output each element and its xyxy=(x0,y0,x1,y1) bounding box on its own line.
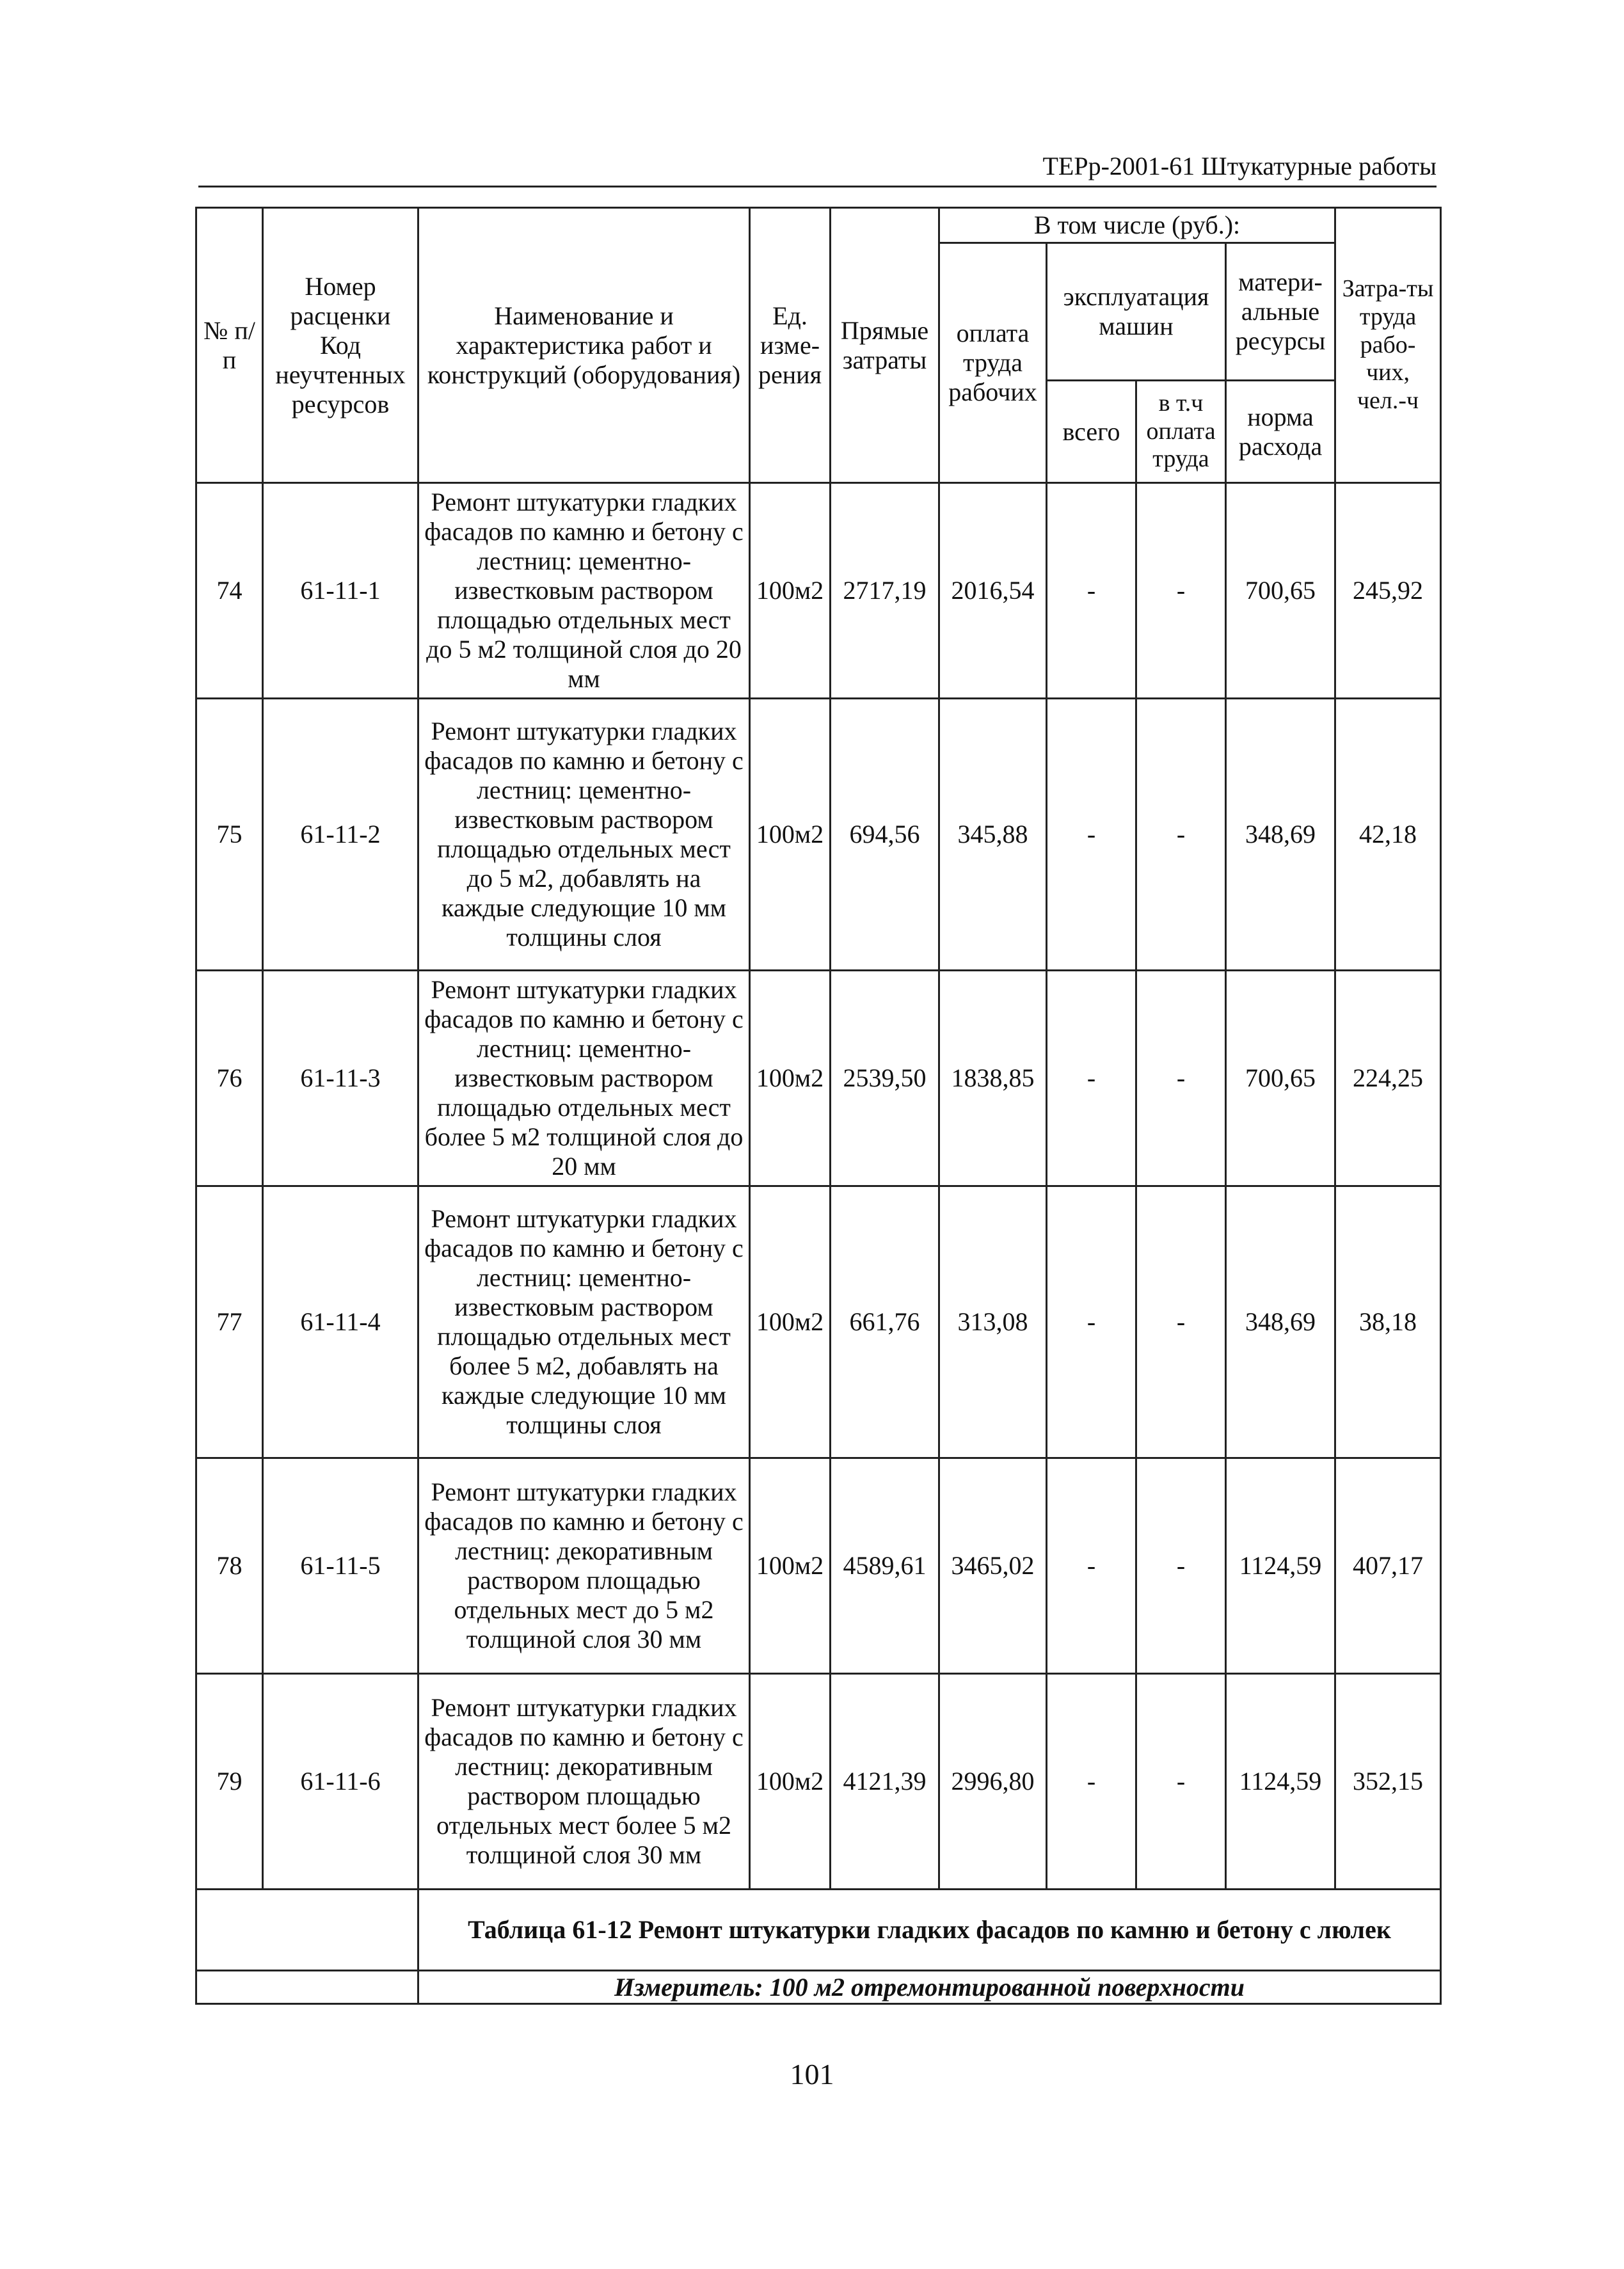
row-machines-labor: - xyxy=(1136,483,1226,699)
row-machines-total: - xyxy=(1047,699,1136,971)
row-materials: 700,65 xyxy=(1226,971,1335,1186)
row-labor-pay: 2016,54 xyxy=(939,483,1047,699)
section-title: Таблица 61-12 Ремонт штукатурки гладких фасадов по камню и бетону с люлек xyxy=(418,1890,1441,1971)
row-name: Ремонт штукатурки гладких фасадов по камню и бетону с лестниц: цементно-известковым раствором площадью отдельных мест до 5 м2 толщиной слоя до 20 мм xyxy=(418,483,750,699)
row-unit: 100м2 xyxy=(750,699,831,971)
row-direct: 694,56 xyxy=(831,699,939,971)
row-machines-labor: - xyxy=(1136,971,1226,1186)
header-name: Наименование и характеристика работ и конструкций (оборудования) xyxy=(418,208,750,483)
row-num: 76 xyxy=(196,971,263,1186)
row-code: 61-11-3 xyxy=(263,971,418,1186)
section-meter-blank xyxy=(196,1971,418,2004)
row-num: 79 xyxy=(196,1674,263,1890)
row-machines-total: - xyxy=(1047,1674,1136,1890)
row-unit: 100м2 xyxy=(750,483,831,699)
header-machines: эксплуатация машин xyxy=(1047,243,1226,381)
row-code: 61-11-5 xyxy=(263,1458,418,1674)
row-machines-labor: - xyxy=(1136,1186,1226,1458)
header-unit: Ед. изме-рения xyxy=(750,208,831,483)
row-direct: 4589,61 xyxy=(831,1458,939,1674)
row-num: 74 xyxy=(196,483,263,699)
header-code: Номер расценки Код неучтенных ресурсов xyxy=(263,208,418,483)
table-row xyxy=(196,1458,1441,1674)
row-materials: 1124,59 xyxy=(1226,1674,1335,1890)
row-unit: 100м2 xyxy=(750,1458,831,1674)
row-direct: 4121,39 xyxy=(831,1674,939,1890)
header-materials: матери-альные ресурсы xyxy=(1226,243,1335,381)
row-unit: 100м2 xyxy=(750,971,831,1186)
row-labor-pay: 345,88 xyxy=(939,699,1047,971)
table-row xyxy=(196,971,1441,1186)
row-machines-total: - xyxy=(1047,1186,1136,1458)
header-direct-costs: Прямые затраты xyxy=(831,208,939,483)
row-name: Ремонт штукатурки гладких фасадов по камню и бетону с лестниц: декоративным раствором площадью отдельных мест до 5 м2 толщиной слоя 30 мм xyxy=(418,1458,750,1674)
row-name: Ремонт штукатурки гладких фасадов по камню и бетону с лестниц: декоративным раствором площадью отдельных мест более 5 м2 толщиной слоя 30 мм xyxy=(418,1674,750,1890)
row-code: 61-11-6 xyxy=(263,1674,418,1890)
table-row xyxy=(196,1186,1441,1458)
row-labor-pay: 2996,80 xyxy=(939,1674,1047,1890)
row-labor-pay: 3465,02 xyxy=(939,1458,1047,1674)
table-row xyxy=(196,1674,1441,1890)
row-labor-pay: 1838,85 xyxy=(939,971,1047,1186)
header-materials-norm: норма расхода xyxy=(1226,381,1335,483)
row-machines-labor: - xyxy=(1136,1674,1226,1890)
row-num: 78 xyxy=(196,1458,263,1674)
header-machines-total: всего xyxy=(1047,381,1136,483)
row-labor-hours: 224,25 xyxy=(1335,971,1441,1186)
section-title-blank xyxy=(196,1890,418,1971)
row-machines-total: - xyxy=(1047,1458,1136,1674)
header-including: В том числе (руб.): xyxy=(939,208,1335,243)
section-title-row xyxy=(196,1890,1441,1971)
row-name: Ремонт штукатурки гладких фасадов по камню и бетону с лестниц: цементно-известковым раствором площадью отдельных мест до 5 м2, добавлять на каждые следующие 10 мм толщины слоя xyxy=(418,699,750,971)
table-row xyxy=(196,483,1441,699)
header-row-1 xyxy=(196,208,1441,243)
row-direct: 2717,19 xyxy=(831,483,939,699)
header-labor-hours: Затра-ты труда рабо-чих, чел.-ч xyxy=(1335,208,1441,483)
row-materials: 348,69 xyxy=(1226,699,1335,971)
row-num: 75 xyxy=(196,699,263,971)
row-code: 61-11-4 xyxy=(263,1186,418,1458)
row-machines-labor: - xyxy=(1136,699,1226,971)
row-machines-total: - xyxy=(1047,971,1136,1186)
row-direct: 661,76 xyxy=(831,1186,939,1458)
row-materials: 1124,59 xyxy=(1226,1458,1335,1674)
running-header xyxy=(198,148,1437,187)
row-num: 77 xyxy=(196,1186,263,1458)
row-machines-labor: - xyxy=(1136,1458,1226,1674)
row-machines-total: - xyxy=(1047,483,1136,699)
row-labor-hours: 407,17 xyxy=(1335,1458,1441,1674)
row-labor-hours: 352,15 xyxy=(1335,1674,1441,1890)
rates-table xyxy=(195,207,1442,2005)
row-unit: 100м2 xyxy=(750,1674,831,1890)
section-meter: Измеритель: 100 м2 отремонтированной поверхности xyxy=(418,1971,1441,2004)
row-labor-hours: 42,18 xyxy=(1335,699,1441,971)
section-meter-row xyxy=(196,1971,1441,2004)
row-unit: 100м2 xyxy=(750,1186,831,1458)
row-labor-hours: 38,18 xyxy=(1335,1186,1441,1458)
header-labor-pay: оплата труда рабочих xyxy=(939,243,1047,483)
header-machines-labor: в т.ч оплата труда xyxy=(1136,381,1226,483)
row-code: 61-11-1 xyxy=(263,483,418,699)
row-materials: 700,65 xyxy=(1226,483,1335,699)
row-labor-pay: 313,08 xyxy=(939,1186,1047,1458)
row-materials: 348,69 xyxy=(1226,1186,1335,1458)
page-number: 101 xyxy=(790,2058,834,2090)
row-name: Ремонт штукатурки гладких фасадов по камню и бетону с лестниц: цементно-известковым раствором площадью отдельных мест более 5 м2, добавлять на каждые следующие 10 мм толщины слоя xyxy=(418,1186,750,1458)
running-header-text: ТЕРр-2001-61 Штукатурные работы xyxy=(1042,152,1437,180)
row-name: Ремонт штукатурки гладких фасадов по камню и бетону с лестниц: цементно-известковым раствором площадью отдельных мест более 5 м2 толщиной слоя до 20 мм xyxy=(418,971,750,1186)
row-labor-hours: 245,92 xyxy=(1335,483,1441,699)
row-code: 61-11-2 xyxy=(263,699,418,971)
row-direct: 2539,50 xyxy=(831,971,939,1186)
header-num: № п/п xyxy=(196,208,263,483)
table-row xyxy=(196,699,1441,971)
